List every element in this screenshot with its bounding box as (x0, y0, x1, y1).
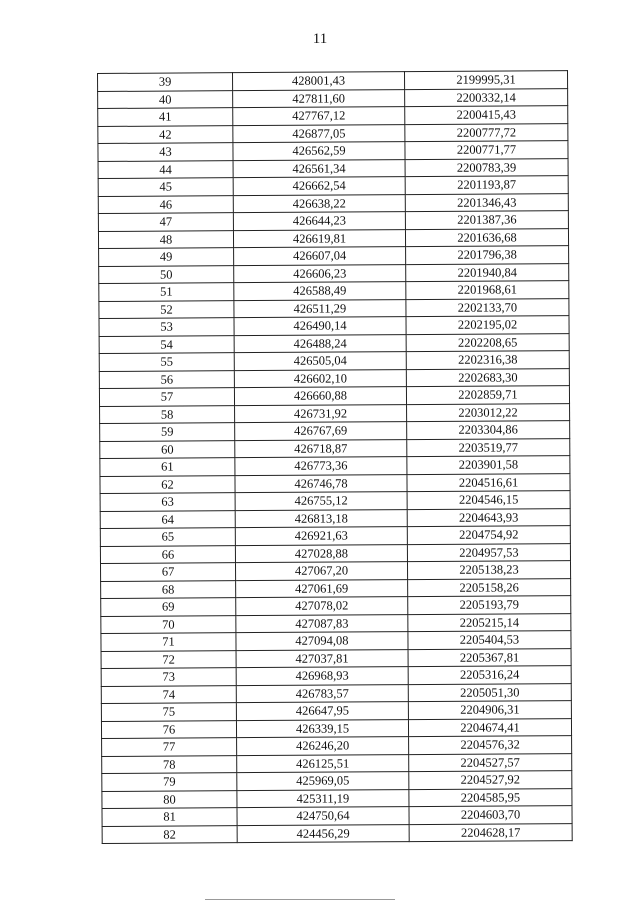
x-coordinate-cell: 425311,19 (237, 789, 409, 808)
x-coordinate-cell: 426731,92 (235, 404, 407, 423)
point-number-cell: 68 (101, 580, 236, 598)
y-coordinate-cell: 2200783,39 (405, 158, 568, 176)
x-coordinate-cell: 427067,20 (235, 562, 407, 581)
y-coordinate-cell: 2200415,43 (405, 106, 568, 124)
x-coordinate-cell: 425969,05 (237, 772, 409, 791)
x-coordinate-cell: 427061,69 (236, 579, 408, 598)
x-coordinate-cell: 426588,49 (234, 282, 406, 301)
x-coordinate-cell: 426246,20 (237, 737, 409, 756)
y-coordinate-cell: 2201636,68 (405, 228, 568, 246)
x-coordinate-cell: 426638,22 (233, 194, 405, 213)
y-coordinate-cell: 2204546,15 (407, 491, 570, 509)
y-coordinate-cell: 2202316,38 (406, 351, 569, 369)
point-number-cell: 41 (98, 108, 233, 126)
x-coordinate-cell: 426602,10 (234, 369, 406, 388)
y-coordinate-cell: 2199995,31 (404, 71, 567, 89)
point-number-cell: 63 (100, 493, 235, 511)
point-number-cell: 55 (99, 353, 234, 371)
x-coordinate-cell: 426746,78 (235, 474, 407, 493)
y-coordinate-cell: 2205404,53 (408, 631, 571, 649)
x-coordinate-cell: 426755,12 (235, 492, 407, 511)
y-coordinate-cell: 2204643,93 (407, 508, 570, 526)
y-coordinate-cell: 2204628,17 (409, 823, 572, 841)
x-coordinate-cell: 426968,93 (236, 667, 408, 686)
x-coordinate-cell: 427767,12 (233, 107, 405, 126)
point-number-cell: 73 (101, 668, 236, 686)
x-coordinate-cell: 426783,57 (236, 684, 408, 703)
x-coordinate-cell: 426125,51 (237, 754, 409, 773)
point-number-cell: 81 (102, 808, 237, 826)
y-coordinate-cell: 2201796,38 (406, 246, 569, 264)
x-coordinate-cell: 426505,04 (234, 352, 406, 371)
y-coordinate-cell: 2204527,92 (409, 771, 572, 789)
x-coordinate-cell: 426921,63 (235, 527, 407, 546)
x-coordinate-cell: 426718,87 (235, 439, 407, 458)
x-coordinate-cell: 424750,64 (237, 807, 409, 826)
y-coordinate-cell: 2201968,61 (406, 281, 569, 299)
point-number-cell: 65 (100, 528, 235, 546)
x-coordinate-cell: 427087,83 (236, 614, 408, 633)
y-coordinate-cell: 2203304,86 (407, 421, 570, 439)
x-coordinate-cell: 427028,88 (235, 544, 407, 563)
y-coordinate-cell: 2203012,22 (407, 403, 570, 421)
point-number-cell: 71 (101, 633, 236, 651)
point-number-cell: 44 (98, 160, 233, 178)
y-coordinate-cell: 2205215,14 (408, 613, 571, 631)
point-number-cell: 77 (102, 738, 237, 756)
point-number-cell: 42 (98, 125, 233, 143)
bottom-rule (205, 899, 395, 900)
x-coordinate-cell: 427094,08 (236, 632, 408, 651)
y-coordinate-cell: 2204585,95 (409, 788, 572, 806)
point-number-cell: 61 (100, 458, 235, 476)
point-number-cell: 64 (100, 510, 235, 528)
y-coordinate-cell: 2205158,26 (408, 578, 571, 596)
point-number-cell: 74 (101, 685, 236, 703)
x-coordinate-cell: 427078,02 (236, 597, 408, 616)
point-number-cell: 49 (99, 248, 234, 266)
coordinates-table (97, 70, 573, 844)
y-coordinate-cell: 2205316,24 (408, 666, 571, 684)
y-coordinate-cell: 2202208,65 (406, 333, 569, 351)
point-number-cell: 72 (101, 650, 236, 668)
y-coordinate-cell: 2204906,31 (408, 701, 571, 719)
point-number-cell: 46 (98, 195, 233, 213)
x-coordinate-cell: 424456,29 (237, 824, 409, 843)
y-coordinate-cell: 2200332,14 (405, 88, 568, 106)
y-coordinate-cell: 2201193,87 (405, 176, 568, 194)
x-coordinate-cell: 426644,23 (233, 212, 405, 231)
point-number-cell: 62 (100, 475, 235, 493)
point-number-cell: 40 (98, 90, 233, 108)
point-number-cell: 39 (98, 73, 233, 91)
point-number-cell: 53 (99, 318, 234, 336)
point-number-cell: 66 (100, 545, 235, 563)
x-coordinate-cell: 426619,81 (233, 229, 405, 248)
point-number-cell: 69 (101, 598, 236, 616)
x-coordinate-cell: 426660,88 (234, 387, 406, 406)
y-coordinate-cell: 2204527,57 (409, 753, 572, 771)
table-row (102, 823, 572, 843)
y-coordinate-cell: 2204957,53 (407, 543, 570, 561)
y-coordinate-cell: 2200777,72 (405, 123, 568, 141)
point-number-cell: 58 (100, 405, 235, 423)
point-number-cell: 57 (99, 388, 234, 406)
x-coordinate-cell: 427811,60 (233, 89, 405, 108)
x-coordinate-cell: 426877,05 (233, 124, 405, 143)
y-coordinate-cell: 2201346,43 (405, 193, 568, 211)
point-number-cell: 59 (100, 423, 235, 441)
point-number-cell: 48 (98, 230, 233, 248)
y-coordinate-cell: 2204603,70 (409, 806, 572, 824)
y-coordinate-cell: 2204576,32 (409, 736, 572, 754)
page-number: 11 (312, 31, 328, 47)
y-coordinate-cell: 2201940,84 (406, 263, 569, 281)
y-coordinate-cell: 2204516,61 (407, 473, 570, 491)
y-coordinate-cell: 2202133,70 (406, 298, 569, 316)
point-number-cell: 51 (99, 283, 234, 301)
point-number-cell: 60 (100, 440, 235, 458)
x-coordinate-cell: 426511,29 (234, 299, 406, 318)
point-number-cell: 54 (99, 335, 234, 353)
x-coordinate-cell: 426490,14 (234, 317, 406, 336)
point-number-cell: 67 (100, 563, 235, 581)
point-number-cell: 47 (98, 213, 233, 231)
y-coordinate-cell: 2205367,81 (408, 648, 571, 666)
x-coordinate-cell: 426662,54 (233, 177, 405, 196)
point-number-cell: 45 (98, 178, 233, 196)
x-coordinate-cell: 426606,23 (234, 264, 406, 283)
table-body (98, 71, 573, 844)
point-number-cell: 78 (102, 755, 237, 773)
x-coordinate-cell: 426767,69 (235, 422, 407, 441)
point-number-cell: 79 (102, 773, 237, 791)
point-number-cell: 43 (98, 143, 233, 161)
x-coordinate-cell: 426339,15 (236, 719, 408, 738)
point-number-cell: 70 (101, 615, 236, 633)
y-coordinate-cell: 2205193,79 (408, 596, 571, 614)
x-coordinate-cell: 426562,59 (233, 142, 405, 161)
y-coordinate-cell: 2205138,23 (407, 561, 570, 579)
point-number-cell: 76 (101, 720, 236, 738)
y-coordinate-cell: 2202859,71 (406, 386, 569, 404)
y-coordinate-cell: 2205051,30 (408, 683, 571, 701)
point-number-cell: 56 (99, 370, 234, 388)
y-coordinate-cell: 2203901,58 (407, 456, 570, 474)
y-coordinate-cell: 2202195,02 (406, 316, 569, 334)
y-coordinate-cell: 2203519,77 (407, 438, 570, 456)
point-number-cell: 82 (102, 825, 237, 843)
y-coordinate-cell: 2200771,77 (405, 141, 568, 159)
y-coordinate-cell: 2201387,36 (405, 211, 568, 229)
x-coordinate-cell: 427037,81 (236, 649, 408, 668)
x-coordinate-cell: 426607,04 (234, 247, 406, 266)
point-number-cell: 52 (99, 300, 234, 318)
point-number-cell: 80 (102, 790, 237, 808)
point-number-cell: 50 (99, 265, 234, 283)
x-coordinate-cell: 426561,34 (233, 159, 405, 178)
x-coordinate-cell: 426488,24 (234, 334, 406, 353)
x-coordinate-cell: 426813,18 (235, 509, 407, 528)
point-number-cell: 75 (101, 703, 236, 721)
y-coordinate-cell: 2202683,30 (406, 368, 569, 386)
x-coordinate-cell: 428001,43 (233, 72, 405, 91)
y-coordinate-cell: 2204754,92 (407, 526, 570, 544)
x-coordinate-cell: 426647,95 (236, 702, 408, 721)
x-coordinate-cell: 426773,36 (235, 457, 407, 476)
y-coordinate-cell: 2204674,41 (408, 718, 571, 736)
